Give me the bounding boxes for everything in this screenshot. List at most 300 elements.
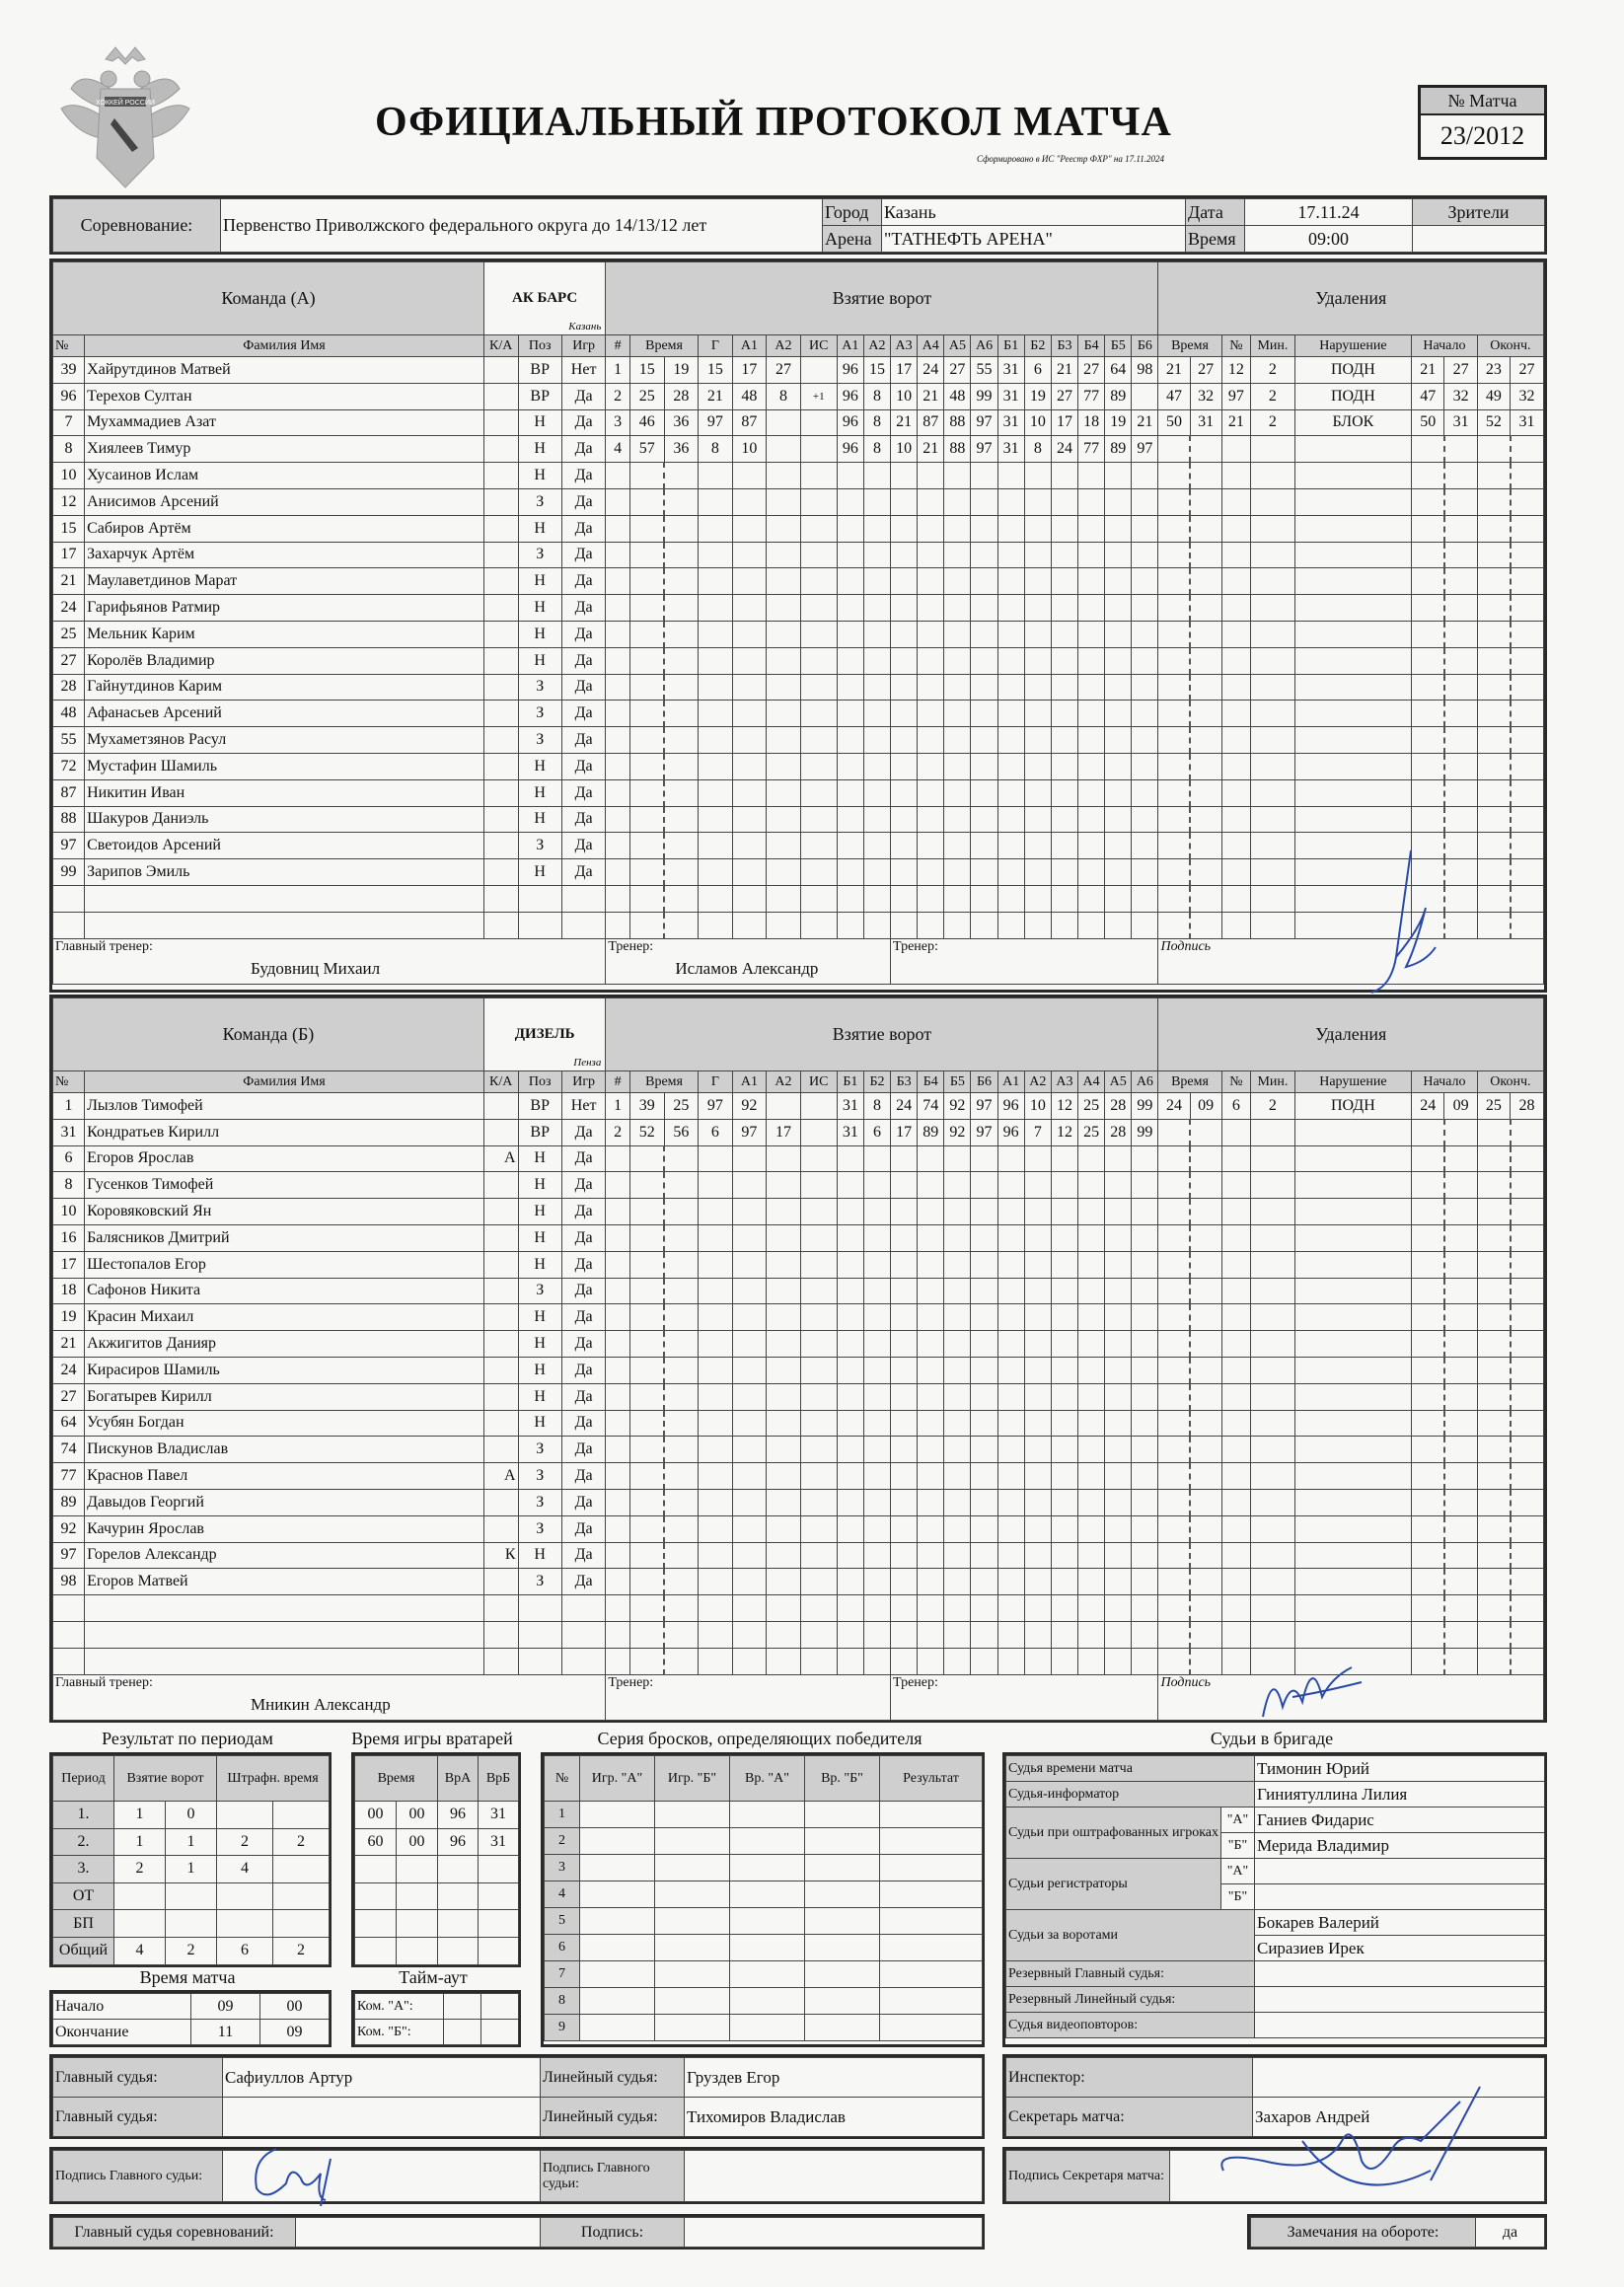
- on-ice-plus: 10: [891, 383, 918, 409]
- player-position: З: [518, 488, 561, 515]
- gk-a-col: ВрА: [438, 1756, 479, 1802]
- on-ice-plus: 96: [837, 409, 863, 436]
- player-row: [53, 409, 1544, 436]
- player-position: З: [518, 1278, 561, 1304]
- gk-time-col: Время: [355, 1756, 438, 1802]
- player-position: Н: [518, 621, 561, 647]
- on-ice-plus: 21: [918, 383, 944, 409]
- penalty-judge-b: Мерида Владимир: [1255, 1833, 1545, 1859]
- col-plus-1: Б2: [863, 1071, 890, 1093]
- col-a2: А2: [767, 335, 801, 357]
- player-played: Нет: [561, 1093, 605, 1120]
- player-number: 19: [53, 1304, 85, 1331]
- goal-scorer: 8: [699, 436, 733, 463]
- player-row: [53, 1542, 1544, 1569]
- goal-assist-1: 87: [732, 409, 767, 436]
- goal-assist-1: 97: [732, 1119, 767, 1145]
- shootout-row: [545, 1855, 983, 1881]
- player-played: Да: [561, 436, 605, 463]
- period-value: [114, 1910, 166, 1938]
- on-ice-minus: 31: [997, 436, 1024, 463]
- match-time-title: Время матча: [139, 1967, 236, 1987]
- on-ice-plus: 97: [971, 409, 997, 436]
- player-row: [53, 1224, 1544, 1251]
- player-number: 8: [53, 1172, 85, 1199]
- match-info: [49, 195, 1547, 255]
- sign-label: Подпись: [1158, 1674, 1544, 1720]
- col-minus-3: А4: [1078, 1071, 1105, 1093]
- gk-row: [355, 1802, 519, 1829]
- pen-min: 50: [1158, 409, 1190, 436]
- on-ice-minus: 25: [1078, 1093, 1105, 1120]
- player-row: [53, 1278, 1544, 1304]
- player-role: [483, 1304, 518, 1331]
- col-ka: К/А: [483, 335, 518, 357]
- player-row: [53, 1251, 1544, 1278]
- gk-value: 96: [438, 1828, 479, 1856]
- player-role: [483, 727, 518, 754]
- registrar-a: [1255, 1859, 1545, 1884]
- col-plus-5: Б6: [971, 1071, 997, 1093]
- goal-min: 25: [630, 383, 665, 409]
- period-value: [273, 1910, 330, 1938]
- player-played: Да: [561, 488, 605, 515]
- shootout-index: 5: [545, 1908, 580, 1935]
- player-played: Да: [561, 727, 605, 754]
- gk-value: 00: [397, 1828, 438, 1856]
- player-name: Зарипов Эмиль: [85, 859, 484, 886]
- player-position: Н: [518, 515, 561, 542]
- player-played: Да: [561, 1515, 605, 1542]
- player-played: Да: [561, 806, 605, 833]
- timeout-a-label: Ком. "А":: [355, 1994, 444, 2020]
- shootout-row: [545, 1908, 983, 1935]
- on-ice-plus: 48: [944, 383, 971, 409]
- player-role: [483, 833, 518, 859]
- goal-assist-1: 10: [732, 436, 767, 463]
- period-value: [273, 1856, 330, 1883]
- col-hash: #: [606, 335, 630, 357]
- on-ice-minus: 25: [1078, 1119, 1105, 1145]
- pen-minutes: 2: [1251, 1093, 1294, 1120]
- player-played: Да: [561, 1357, 605, 1383]
- goal-situation: [800, 436, 837, 463]
- on-ice-plus: 31: [837, 1119, 863, 1145]
- player-row: [53, 779, 1544, 806]
- player-number: 7: [53, 409, 85, 436]
- player-number: 55: [53, 727, 85, 754]
- on-ice-minus: 31: [997, 383, 1024, 409]
- period-name: 2.: [53, 1828, 114, 1856]
- player-position: Н: [518, 436, 561, 463]
- on-ice-plus: 55: [971, 357, 997, 384]
- player-number: 87: [53, 779, 85, 806]
- on-ice-minus: 24: [1051, 436, 1077, 463]
- goal-assist-2: [767, 436, 801, 463]
- col-num: №: [53, 1071, 85, 1093]
- col-is: ИС: [800, 335, 837, 357]
- pen-minutes: 2: [1251, 357, 1294, 384]
- player-position: Н: [518, 1410, 561, 1437]
- player-position: З: [518, 1515, 561, 1542]
- player-role: [483, 542, 518, 568]
- gk-value: 00: [397, 1802, 438, 1829]
- player-name: Гусенков Тимофей: [85, 1172, 484, 1199]
- col-minus-1: Б2: [1024, 335, 1051, 357]
- player-number: 77: [53, 1463, 85, 1490]
- shootout-index: 9: [545, 2015, 580, 2041]
- signature-drawing: [1204, 2082, 1500, 2210]
- player-role: К: [483, 1542, 518, 1569]
- player-role: [483, 1437, 518, 1463]
- pen-type: ПОДН: [1294, 357, 1411, 384]
- goal-index: 2: [606, 1119, 630, 1145]
- goal-index: 1: [606, 357, 630, 384]
- player-role: [483, 436, 518, 463]
- col-hash: #: [606, 1071, 630, 1093]
- player-name: Мухаммадиев Азат: [85, 409, 484, 436]
- on-ice-plus: 6: [863, 1119, 890, 1145]
- player-number: 64: [53, 1410, 85, 1437]
- informer: Гиниятуллина Лилия: [1255, 1782, 1545, 1807]
- head-coach-label: Главный тренер:: [55, 1674, 153, 1690]
- player-role: [483, 1172, 518, 1199]
- shootout-index: 4: [545, 1881, 580, 1908]
- player-number: 97: [53, 1542, 85, 1569]
- player-role: [483, 647, 518, 674]
- goal-situation: [800, 1093, 837, 1120]
- player-number: 10: [53, 463, 85, 489]
- pen-player: 21: [1221, 409, 1251, 436]
- pen-end-min: 23: [1477, 357, 1510, 384]
- reserve-main-label: Резервный Главный судья:: [1006, 1961, 1255, 1987]
- match-number-label: № Матча: [1421, 88, 1544, 115]
- arena: "ТАТНЕФТЬ АРЕНА": [882, 226, 1186, 253]
- pen-end-sec: 27: [1511, 357, 1544, 384]
- player-played: Да: [561, 1278, 605, 1304]
- player-number: 24: [53, 1357, 85, 1383]
- player-name: Шестопалов Егор: [85, 1251, 484, 1278]
- player-number: 10: [53, 1199, 85, 1225]
- referee-signatures: [49, 2147, 985, 2204]
- goals-col: Взятие ворот: [114, 1756, 217, 1802]
- player-position: З: [518, 674, 561, 701]
- pen-start-sec: 09: [1444, 1093, 1477, 1120]
- player-number: 1: [53, 1093, 85, 1120]
- period-value: 1: [166, 1856, 217, 1883]
- player-played: Да: [561, 1304, 605, 1331]
- player-role: [483, 701, 518, 727]
- player-role: [483, 753, 518, 779]
- player-number: 18: [53, 1278, 85, 1304]
- pen-start-min: 24: [1412, 1093, 1444, 1120]
- player-number: 92: [53, 1515, 85, 1542]
- period-value: 2: [166, 1937, 217, 1964]
- on-ice-plus: 97: [971, 436, 997, 463]
- player-played: Да: [561, 1410, 605, 1437]
- player-name: Мухаметзянов Расул: [85, 727, 484, 754]
- on-ice-plus: 27: [944, 357, 971, 384]
- on-ice-minus: 89: [1105, 383, 1132, 409]
- player-row: [53, 515, 1544, 542]
- goals-header: Взятие ворот: [606, 998, 1158, 1071]
- period-name: ОТ: [53, 1882, 114, 1910]
- player-position: З: [518, 727, 561, 754]
- on-ice-plus: 99: [971, 383, 997, 409]
- goal-scorer: 97: [699, 1093, 733, 1120]
- player-role: [483, 779, 518, 806]
- player-position: Н: [518, 1224, 561, 1251]
- match-number: 23/2012: [1439, 121, 1525, 150]
- player-played: Да: [561, 1224, 605, 1251]
- on-ice-plus: 92: [944, 1093, 971, 1120]
- city-label: Город: [823, 199, 882, 226]
- player-position: Н: [518, 859, 561, 886]
- player-position: ВР: [518, 1119, 561, 1145]
- on-ice-minus: 89: [1105, 436, 1132, 463]
- penalties-header: Удаления: [1158, 262, 1544, 335]
- on-ice-plus: 97: [971, 1093, 997, 1120]
- player-name: Давыдов Георгий: [85, 1489, 484, 1515]
- player-role: [483, 1199, 518, 1225]
- pen-col-min: Мин.: [1251, 1071, 1294, 1093]
- player-position: Н: [518, 1357, 561, 1383]
- player-name: Балясников Дмитрий: [85, 1224, 484, 1251]
- period-value: [166, 1910, 217, 1938]
- pen-col-time: Время: [1158, 335, 1221, 357]
- col-minus-0: Б1: [997, 335, 1024, 357]
- col-minus-5: А6: [1132, 1071, 1158, 1093]
- pen-player: 12: [1221, 357, 1251, 384]
- player-number: 16: [53, 1224, 85, 1251]
- on-ice-minus: 12: [1051, 1093, 1077, 1120]
- start-hour: 09: [191, 1994, 260, 2020]
- end-hour: 11: [191, 2020, 260, 2045]
- player-row: [53, 488, 1544, 515]
- player-role: [483, 1489, 518, 1515]
- player-played: Да: [561, 1489, 605, 1515]
- col-minus-4: Б5: [1105, 335, 1132, 357]
- period-value: [273, 1802, 330, 1829]
- pen-col-start: Начало: [1412, 1071, 1478, 1093]
- player-name: Маулаветдинов Марат: [85, 568, 484, 595]
- russia-hockey-eagle-logo: [51, 39, 199, 207]
- player-name: Кондратьев Кирилл: [85, 1119, 484, 1145]
- timeout-b-label: Ком. "Б":: [355, 2020, 444, 2045]
- team-city: Казань: [568, 321, 602, 332]
- player-name: Егоров Матвей: [85, 1569, 484, 1595]
- player-row: [53, 1145, 1544, 1172]
- col-plus-0: Б1: [837, 1071, 863, 1093]
- on-ice-plus: 88: [944, 436, 971, 463]
- player-number: 99: [53, 859, 85, 886]
- goal-situation: [800, 357, 837, 384]
- on-ice-minus: 96: [997, 1093, 1024, 1120]
- period-value: 1: [114, 1828, 166, 1856]
- remarks-label: Замечания на обороте:: [1251, 2218, 1476, 2248]
- player-row: [53, 1093, 1544, 1120]
- player-number: 6: [53, 1145, 85, 1172]
- player-position: Н: [518, 1331, 561, 1358]
- period-value: 2: [114, 1856, 166, 1883]
- player-role: [483, 1569, 518, 1595]
- goal-assist-2: [767, 1093, 801, 1120]
- col-g: Г: [699, 1071, 733, 1093]
- player-role: [483, 357, 518, 384]
- player-row: [53, 463, 1544, 489]
- period-name: Общий: [53, 1937, 114, 1964]
- player-position: Н: [518, 806, 561, 833]
- player-row: [53, 753, 1544, 779]
- time: 09:00: [1245, 226, 1413, 253]
- col-minus-4: А5: [1105, 1071, 1132, 1093]
- on-ice-plus: 74: [918, 1093, 944, 1120]
- player-name: Терехов Султан: [85, 383, 484, 409]
- player-name: Захарчук Артём: [85, 542, 484, 568]
- player-name: Красин Михаил: [85, 1304, 484, 1331]
- goal-situation: [800, 409, 837, 436]
- period-row: [53, 1856, 330, 1883]
- period-row: [53, 1910, 330, 1938]
- player-name: Акжигитов Данияр: [85, 1331, 484, 1358]
- date-label: Дата: [1186, 199, 1245, 226]
- period-value: [217, 1882, 273, 1910]
- col-plus-0: А1: [837, 335, 863, 357]
- player-row: [53, 701, 1544, 727]
- player-name: Гайнутдинов Карим: [85, 674, 484, 701]
- player-number: 24: [53, 595, 85, 622]
- player-row: [53, 1595, 1544, 1622]
- player-role: А: [483, 1463, 518, 1490]
- player-row: [53, 647, 1544, 674]
- player-position: Н: [518, 568, 561, 595]
- pen-start-sec: 27: [1444, 357, 1477, 384]
- col-a2: А2: [767, 1071, 801, 1093]
- player-played: Да: [561, 1542, 605, 1569]
- goal-assist-2: 17: [767, 1119, 801, 1145]
- col-plus-4: А5: [944, 335, 971, 357]
- player-number: 17: [53, 1251, 85, 1278]
- on-ice-plus: 8: [863, 436, 890, 463]
- player-played: Да: [561, 595, 605, 622]
- gk-b-col: ВрБ: [479, 1756, 519, 1802]
- col-minus-5: Б6: [1132, 335, 1158, 357]
- goal-scorer: 15: [699, 357, 733, 384]
- player-position: Н: [518, 463, 561, 489]
- on-ice-plus: 87: [918, 409, 944, 436]
- on-ice-minus: 7: [1024, 1119, 1051, 1145]
- head-coach: Мникин Александр: [251, 1694, 391, 1714]
- head-coach: Будовниц Михаил: [251, 958, 381, 978]
- player-position: ВР: [518, 1093, 561, 1120]
- main-referee-sign-label: Подпись Главного судьи:: [541, 2151, 685, 2202]
- player-row: [53, 1199, 1544, 1225]
- gk-value: 60: [355, 1828, 397, 1856]
- col-a1: А1: [732, 1071, 767, 1093]
- player-name: Мустафин Шамиль: [85, 753, 484, 779]
- player-played: Да: [561, 515, 605, 542]
- player-position: Н: [518, 1172, 561, 1199]
- player-position: З: [518, 1569, 561, 1595]
- pen-sec: 09: [1190, 1093, 1221, 1120]
- col-g: Г: [699, 335, 733, 357]
- on-ice-plus: 96: [837, 383, 863, 409]
- goal-sec: 36: [664, 436, 699, 463]
- main-referee-label: Главный судья:: [53, 2098, 223, 2137]
- period-name: 3.: [53, 1856, 114, 1883]
- team-b-section: [49, 995, 1547, 1723]
- pen-type: БЛОК: [1294, 409, 1411, 436]
- pen-start-min: 21: [1412, 357, 1444, 384]
- on-ice-minus: 64: [1105, 357, 1132, 384]
- coach-label: Тренер:: [608, 938, 654, 954]
- goal-scorer: 97: [699, 409, 733, 436]
- col-minus-0: А1: [997, 1071, 1024, 1093]
- player-played: Да: [561, 1437, 605, 1463]
- player-role: [483, 1410, 518, 1437]
- on-ice-minus: 27: [1051, 383, 1077, 409]
- player-row: [53, 1515, 1544, 1542]
- player-position: Н: [518, 1383, 561, 1410]
- competition-referee-row: [49, 2214, 985, 2250]
- col-igr: Игр: [561, 1071, 605, 1093]
- player-position: З: [518, 833, 561, 859]
- on-ice-plus: 89: [918, 1119, 944, 1145]
- match-number-box: [1418, 85, 1547, 160]
- on-ice-minus: 27: [1078, 357, 1105, 384]
- player-name: Светоидов Арсений: [85, 833, 484, 859]
- pen-col-end: Оконч.: [1477, 1071, 1543, 1093]
- inspector-label: Инспектор:: [1006, 2058, 1253, 2098]
- player-role: [483, 621, 518, 647]
- player-role: [483, 568, 518, 595]
- city: Казань: [882, 199, 1186, 226]
- competition-referee-label: Главный судья соревнований:: [53, 2218, 296, 2248]
- on-ice-minus: 97: [1132, 436, 1158, 463]
- goal-situation: [800, 1119, 837, 1145]
- player-position: Н: [518, 753, 561, 779]
- player-row: [53, 1489, 1544, 1515]
- goal-min: 57: [630, 436, 665, 463]
- goal-index: 3: [606, 409, 630, 436]
- period-value: 4: [114, 1937, 166, 1964]
- coach-label: Тренер:: [608, 1674, 654, 1690]
- on-ice-minus: 10: [1024, 409, 1051, 436]
- on-ice-minus: 19: [1024, 383, 1051, 409]
- player-row: [53, 1172, 1544, 1199]
- shootout-index: 2: [545, 1828, 580, 1855]
- col-minus-2: Б3: [1051, 335, 1077, 357]
- period-col: Период: [53, 1756, 114, 1802]
- period-value: [273, 1882, 330, 1910]
- player-row: [53, 595, 1544, 622]
- signature-drawing: [1352, 848, 1440, 996]
- on-ice-minus: 8: [1024, 436, 1051, 463]
- player-row: [53, 674, 1544, 701]
- shootout-col: Вр. "Б": [805, 1756, 880, 1802]
- player-played: Нет: [561, 357, 605, 384]
- player-row: [53, 357, 1544, 384]
- player-played: Да: [561, 859, 605, 886]
- player-position: Н: [518, 1199, 561, 1225]
- player-name: Коровяковский Ян: [85, 1199, 484, 1225]
- goal-judge-2: Сиразиев Ирек: [1255, 1936, 1545, 1961]
- player-name: Никитин Иван: [85, 779, 484, 806]
- on-ice-plus: 17: [891, 357, 918, 384]
- goal-scorer: 21: [699, 383, 733, 409]
- player-number: 98: [53, 1569, 85, 1595]
- linesman-label: Линейный судья:: [541, 2098, 685, 2137]
